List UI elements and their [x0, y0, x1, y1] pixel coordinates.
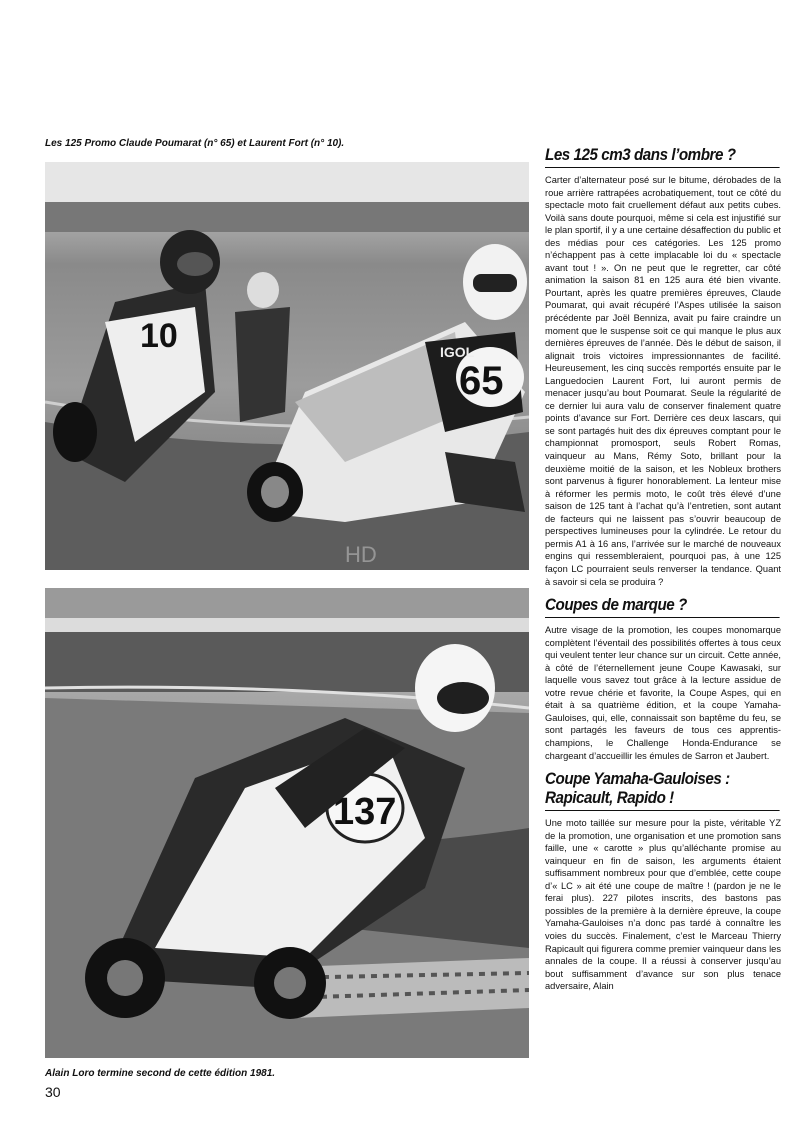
rider-137-number: 137	[333, 791, 397, 833]
section-coupes-de-marque	[545, 596, 781, 762]
article-column	[545, 146, 781, 993]
top-photo-caption: Les 125 Promo Claude Poumarat (n° 65) et Laurent Fort (n° 10).	[45, 138, 345, 149]
section-body: Une moto taillée sur mesure pour la piste, véritable YZ de la promotion, une organisation et une promotion sans faille, une « carotte » plus qu’alléchante promise au vainqueur en fin de saison, les arguments étaient suffisamment nombreux pour que d’emblée, cette coupe d’« LC » ait été une coupe de maître ! (pardon je ne le ferai plus). 227 pilotes inscrits, des bastons pas possibles de la première à la dernière épreuve, la coupe Yamaha-Gauloises n’a donc pas tardé à connaître les voies du succès. Finalement, c’est le Marceau Thierry Rapicault qui figurera comme premier vainqueur dans les annales de la coupe. Il a réussi à conserver jusqu’au bout suffisamment d’avance sur son plus tenace adversaire, Alain	[545, 818, 781, 992]
rider-10-number: 10	[140, 317, 178, 355]
top-race-photo	[45, 162, 529, 570]
section-title: Coupes de marque ?	[545, 596, 779, 618]
section-yamaha-gauloises	[545, 770, 781, 993]
section-body: Carter d’alternateur posé sur le bitume, dérobades de la roue arrière rattrapées acrobatiquement, tout ce côté du spectacle moto fait cruellement défaut aux petits cubes. Voilà sans doute pourquoi, même si cela est injustifié sur le plan sportif, il y a une certaine désaffection du public et des médias pour ces catégories. Les 125 promo n’échappent pas à cette implacable loi du « spectacle avant tout ! ». On ne peut que le regretter, car côté animation la saison 81 en 125 aura été bien vivante. Pourtant, après les quatre premières épreuves, Claude Poumarat, qui avait récupéré l’Aspes utilisée la saison précédente par Joël Benniza, avait pu faire craindre un moment que le suspense soit ce qui manque le plus aux dernières épreuves de l’année. Dès le début de saison, il alignait trois victoires impressionnantes de facilité. Heureusement, les cinq succès remportés ensuite par le Languedocien Laurent Fort, lui auront permis de menacer jusqu’au bout Poumarat. Seule la régularité de ce dernier lui aura valu de conserver finalement quatre points d’avance sur Fort. Derrière ces deux lascars, qui se sont partagés huit des dix épreuves comptant pour le championnat promosport, seuls Robert Romas, vainqueur au Mans, Rémy Soto, brillant pour la deuxième moitié de la saison, et les Nobleux brothers sont parvenus à figurer honorablement. La lenteur mise à réformer les permis moto, le coût très élevé d’une saison de 125 tant à l’achat qu’à l’entretien, sont autant de facteurs qui ne laissent pas s’ouvrir beaucoup de perspectives lumineuses pour la cylindrée. Le retour du permis A1 à 16 ans, l’arrivée sur le marché de nouveaux engins qui ressembleraient, pourquoi pas, à une 125 façon LC pourraient seuls renverser la tendance. Quant à savoir si cela se produira ?	[545, 175, 782, 587]
section-title: Les 125 cm3 dans l’ombre ?	[545, 146, 779, 168]
top-race-photo-graphic	[45, 162, 529, 570]
watermark: HD	[345, 542, 377, 567]
section-title: Coupe Yamaha-Gauloises : Rapicault, Rapido !	[545, 770, 779, 811]
rider-65-number: 65	[459, 359, 504, 403]
page-number: 30	[45, 1084, 61, 1100]
bottom-race-photo-graphic	[45, 588, 529, 1058]
section-body: Autre visage de la promotion, les coupes monomarque complètent l’éventail des possibilités offertes à tous ceux qui veulent tenter leur chance sur un circuit. Cette année, à côté de l’éternellement jeune Coupe Kawasaki, sur laquelle vous savez tout grâce à la lecture assidue de votre revue chérie et favorite, la Coupe Aspes, qui en était à sa quatrième édition, et la coupe Yamaha-Gauloises, qui, elle, connaissait son baptême du feu, se sont partagés les faveurs de tous ces apprentis-champions, le Challenge Honda-Endurance se chargeant d’accueillir les émules de Sarron et Jaubert.	[545, 625, 781, 761]
bottom-photo-caption: Alain Loro termine second de cette édition 1981.	[45, 1068, 276, 1079]
bottom-race-photo	[45, 588, 529, 1058]
section-125cc	[545, 146, 781, 588]
fairing-text: IGOL	[440, 344, 475, 360]
